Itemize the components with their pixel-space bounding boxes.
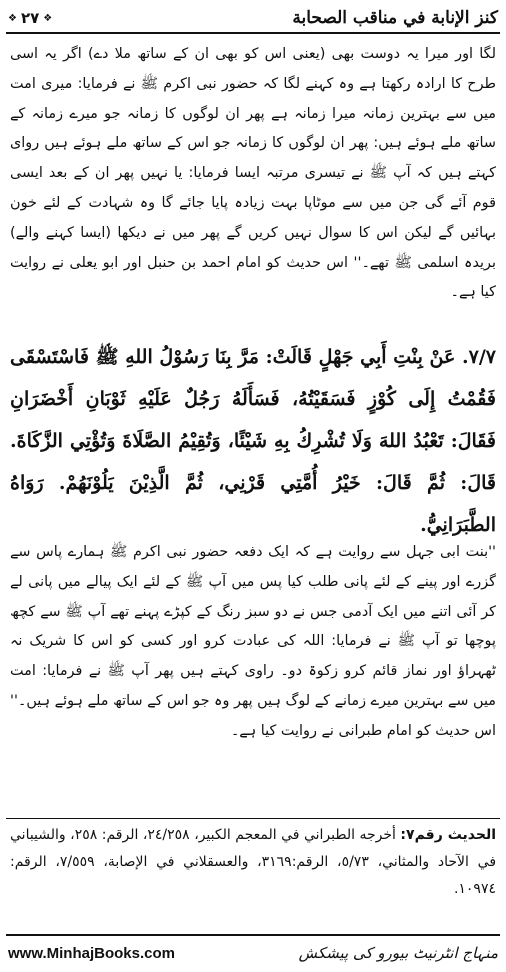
publisher-credit: منہاج انٹرنیٹ بیورو کی پیشکش <box>298 944 498 962</box>
page-number-value: ٢٧ <box>20 9 40 27</box>
page-number <box>8 9 52 27</box>
hadith-number: ٧/٧. <box>462 346 496 368</box>
reference-lead: الحديث رقم٧: <box>400 827 497 843</box>
header-rule <box>6 32 500 34</box>
hadith-arabic-text: عَنْ بِنْتِ أَبِي جَهْلٍ قَالَتْ: مَرَّ بِنَا رَسُوْلُ اللهِ ﷺ فَاسْتَسْقَى فَقُمْتُ إِلَى كُوْزٍ فَسَقَيْتُهُ، فَسَأَلَهُ رَجُلٌ عَلَيْهِ ثَوْبَانِ أَخْضَرَانِ فَقَالَ: تَعْبُدُ اللهَ وَلَا تُشْرِكُ بِهِ شَيْئًا، وَتُقِيْمُ الصَّلَاةَ وَتُؤْتِي الزَّكَاةَ. قَالَ: ثُمَّ قَالَ: خَيْرُ أُمَّتِي قَرْنِي، ثُمَّ الَّذِيْنَ يَلُوْنَهُمْ. رَوَاهُ الطَّبَرَانِيُّ. <box>10 346 496 536</box>
ornament-icon: ❖ <box>43 12 53 24</box>
reference-rule <box>6 818 500 819</box>
hadith-reference <box>10 822 496 914</box>
book-title: كنز الإنابة في مناقب الصحابة <box>292 8 498 28</box>
ornament-icon: ❖ <box>8 12 17 24</box>
hadith-arabic <box>10 336 496 536</box>
reference-text: أخرجه الطبراني في المعجم الكبير، ٢٤/٢٥٨، الرقم: ٢٥٨، والشيباني في الآحاد والمثاني، ٥/٧٣، الرقم:٣١٦٩، والعسقلاني في الإصابة، ٧/٥٥٩، الرقم: ١٠٩٧٤. <box>10 827 497 897</box>
website-link[interactable]: www.MinhajBooks.com <box>8 944 175 962</box>
page-footer <box>8 940 498 966</box>
urdu-paragraph-2: ''بنت ابی جہل سے روایت ہے کہ ایک دفعہ حضور نبی اکرم ﷺ ہمارے پاس سے گزرے اور پینے کے لئے پانی طلب کیا پس میں آپ ﷺ کے لئے ایک پیالے میں پانی لے کر آئی اتنے میں ایک آدمی جس نے دو سبز رنگ کے کپڑے پہنے تھے آپ ﷺ سے کچھ پوچھا تو آپ ﷺ نے فرمایا: اللہ کی عبادت کرو اور کسی کو اس کا شریک نہ ٹھہراؤ اور نماز قائم کرو زکوۃ دو۔ راوی کہتے ہیں پھر آپ ﷺ نے فرمایا: امت میں سے بہترین میرے زمانے کے لوگ ہیں پھر وہ جو اس کے ساتھ ملے ہوئے ہیں۔'' اس حدیث کو امام طبرانی نے روایت کیا ہے۔ <box>10 544 496 739</box>
page-header <box>8 6 498 30</box>
urdu-paragraph-1: لگا اور میرا یہ دوست بھی (یعنی اس کو بھی ان کے ساتھ ملا دے) اگر یہ اسی طرح کا ارادہ رکھتا ہے وہ کہنے لگا کہ حضور نبی اکرم ﷺ نے فرمایا: میری امت میں سے بہترین زمانہ میرا زمانہ ہے پھر ان لوگوں کا زمانہ جو میرے زمانہ کے ساتھ ملے ہوئے ہیں: پھر ان لوگوں کا زمانہ جو اس کے ساتھ ملے ہوئے ہیں روای کہتے ہیں کہ آپ ﷺ نے تیسری مرتبہ ایسا فرمایا: یا نہیں پھر ان کے بعد ایسی قوم آئے گی جن میں سے موٹاپا بہت زیادہ پایا جائے گا وہ شہادت کے لئے خون بہائیں گے لیکن اس کا سوال نہیں کریں گے پھر میں نے دیکھا (ایسا کہنے والے) بریدہ اسلمی ﷺ تھے۔'' اس حدیث کو امام احمد بن حنبل اور ابو یعلی نے روایت کیا ہے۔ <box>10 46 496 301</box>
footer-rule <box>6 934 500 936</box>
